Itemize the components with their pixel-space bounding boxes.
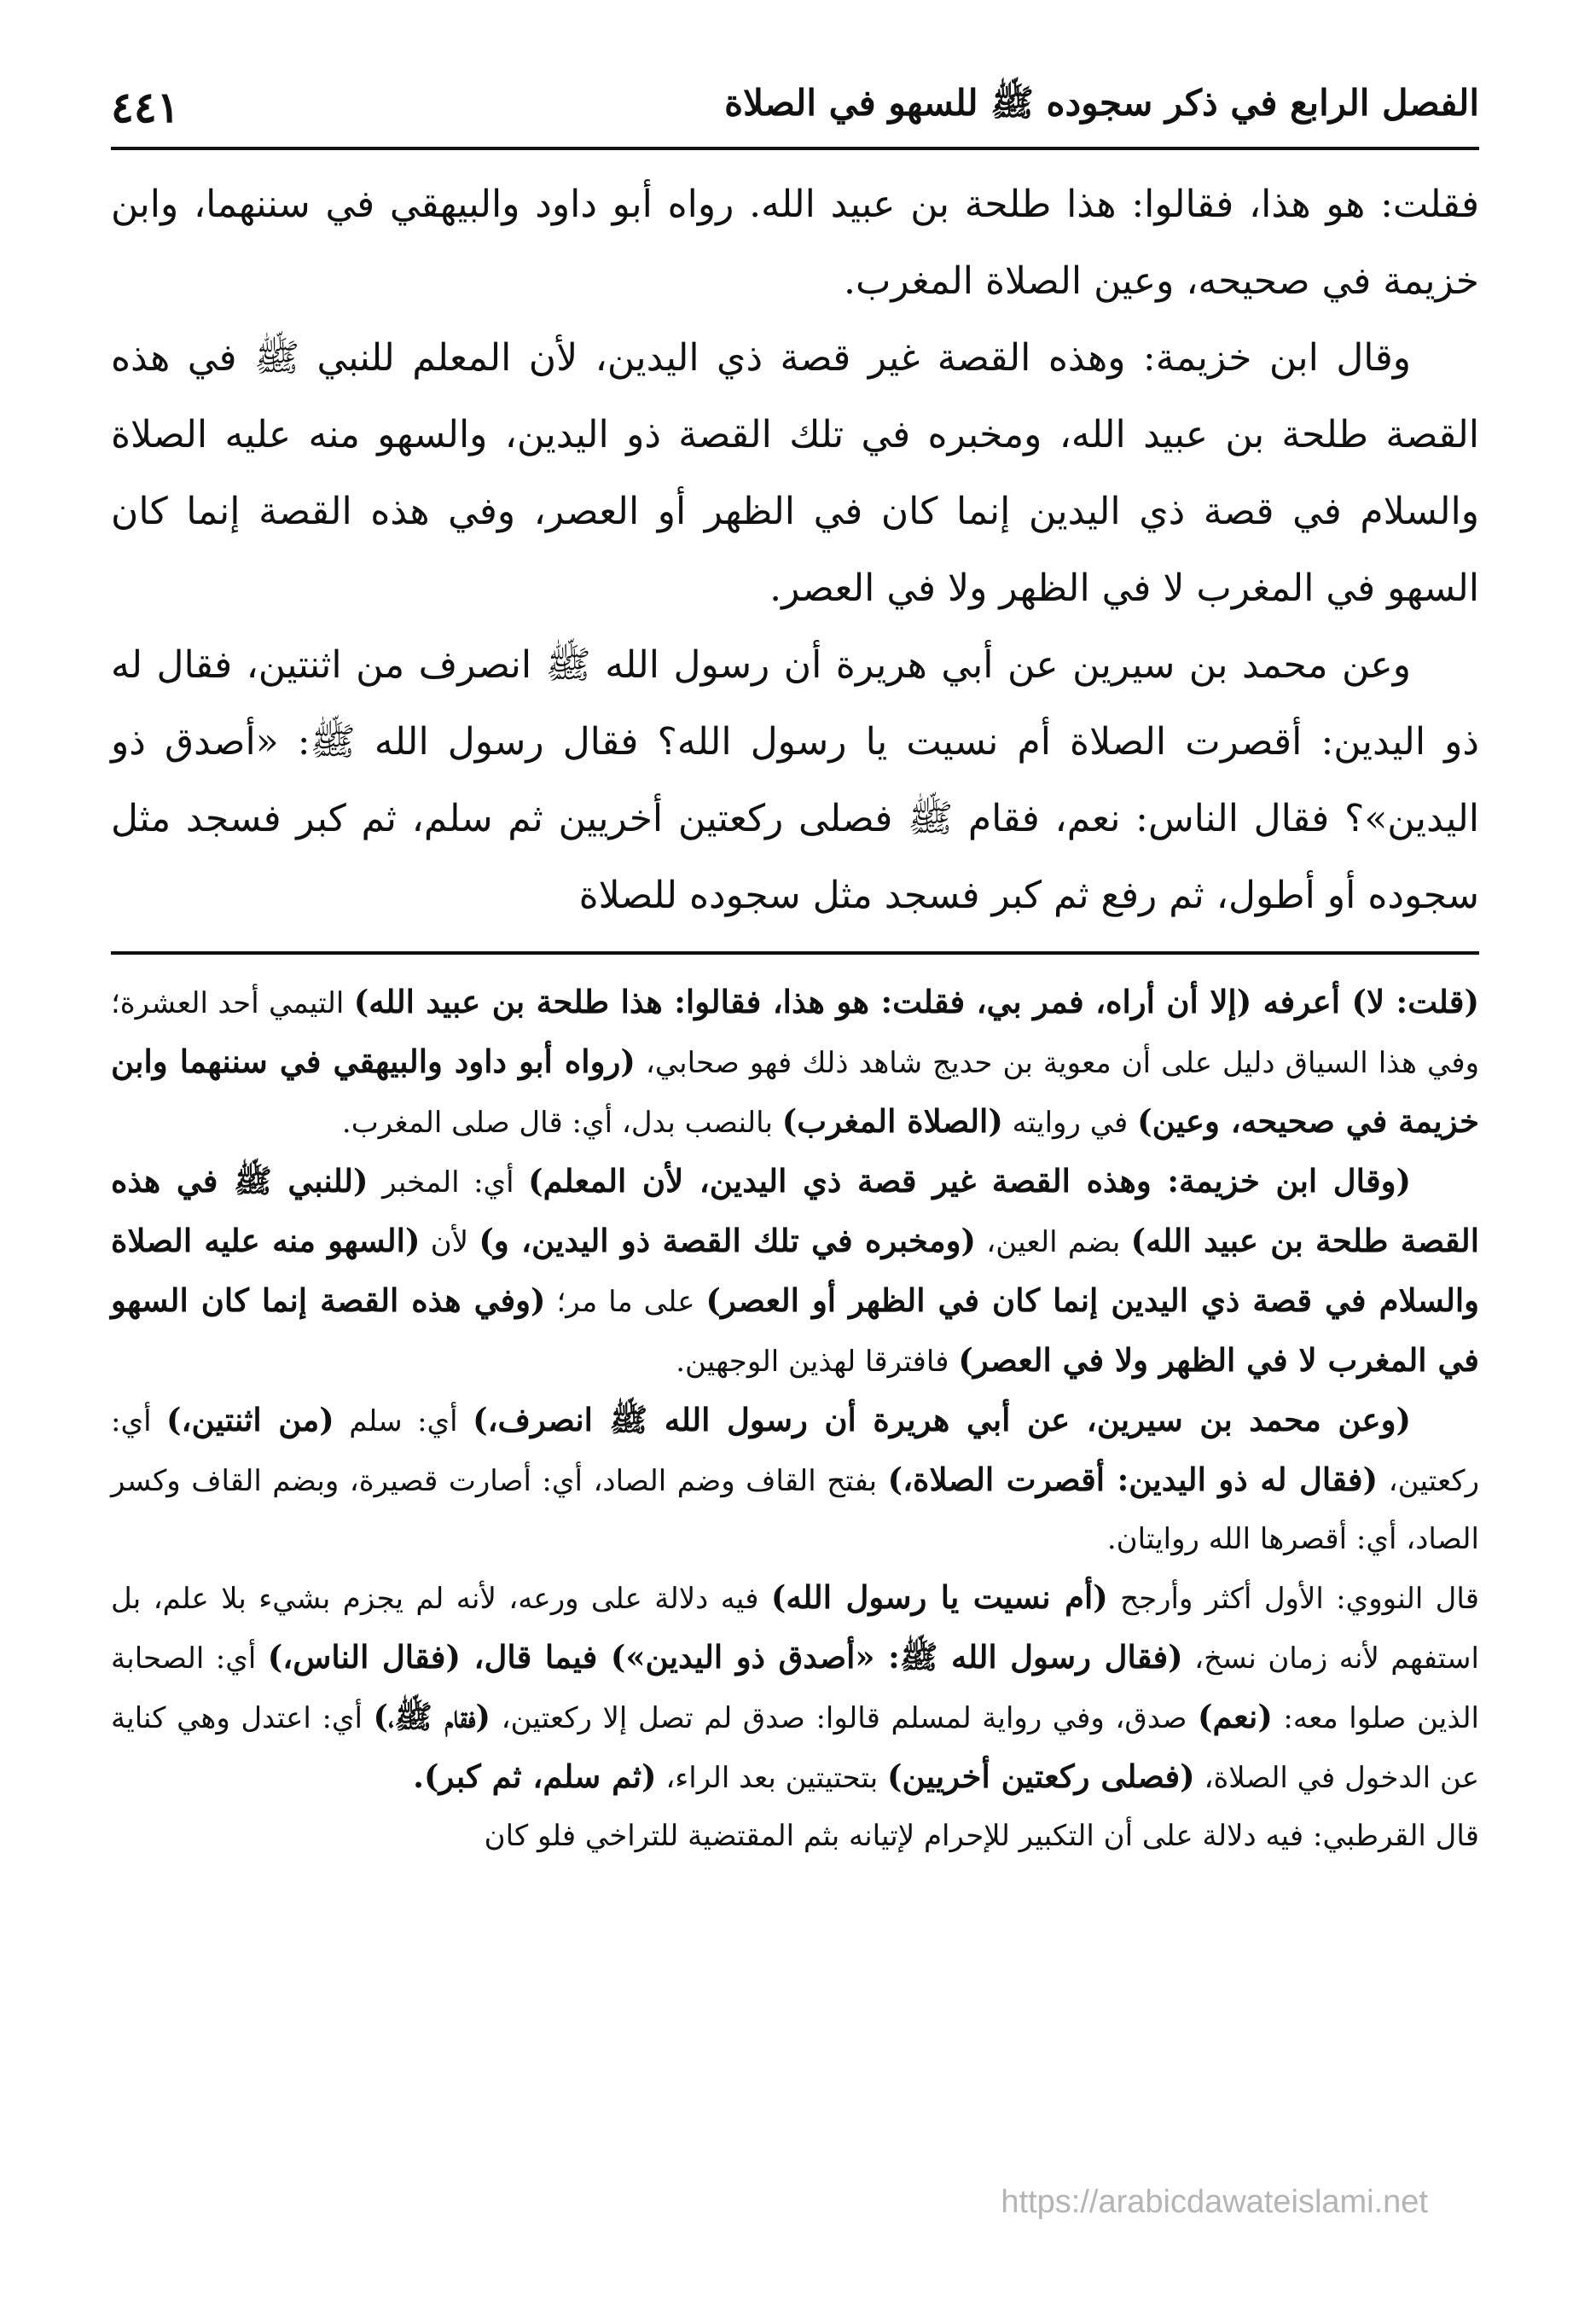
commentary-text: أي: ركعتين، xyxy=(111,1404,1479,1498)
main-paragraph-1: فقلت: هو هذا، فقالوا: هذا طلحة بن عبيد الله. رواه أبو داود والبيهقي في سننهما، وابن خزيمة في صحيحه، وعين الصلاة المغرب. xyxy=(111,183,1479,303)
commentary-text: صدق، وفي رواية لمسلم قالوا: صدق لم تصل إلا ركعتين، xyxy=(490,1701,1199,1735)
commentary-paragraph-4 xyxy=(111,1568,1479,1807)
quoted-text: (وفي هذه القصة إنما كان السهو في المغرب لا في الظهر ولا في العصر) xyxy=(111,1281,1479,1379)
main-paragraph-3: وعن محمد بن سيرين عن أبي هريرة أن رسول الله ﷺ انصرف من اثنتين، فقال له ذو اليدين: أقصرت الصلاة أم نسيت يا رسول الله؟ فقال رسول الله ﷺ: «أصدق ذو اليدين»؟ فقال الناس: نعم، فقام ﷺ فصلى ركعتين أخريين ثم سلم، ثم كبر فسجد مثل سجوده أو أطول، ثم رفع ثم كبر فسجد مثل سجوده للصلاة xyxy=(111,643,1479,917)
header-rule xyxy=(111,147,1479,150)
commentary-paragraph-1 xyxy=(111,973,1479,1152)
commentary xyxy=(111,973,1479,1865)
quoted-text: (السهو منه عليه الصلاة والسلام في قصة ذي اليدين إنما كان في الظهر أو العصر) xyxy=(111,1222,1479,1319)
commentary-paragraph-5 xyxy=(111,1807,1479,1865)
quoted-text: (فقام ﷺ،) xyxy=(373,1698,490,1735)
quoted-text: (ثم سلم، ثم كبر). xyxy=(413,1758,657,1795)
quoted-text: (ومخبره في تلك القصة ذو اليدين، و) xyxy=(479,1222,976,1259)
running-title: الفصل الرابع في ذكر سجوده ﷺ للسهو في الصلاة xyxy=(724,81,1479,124)
commentary-text: بفتح القاف وضم الصاد، أي: أصارت قصيرة، وبضم القاف وكسر الصاد، أي: أقصرها الله روايتان. xyxy=(111,1464,1479,1556)
commentary-text: أي: الصحابة الذين صلوا معه: xyxy=(111,1641,1479,1735)
quoted-text: (من اثنتين،) xyxy=(166,1401,334,1438)
commentary-text: في روايته xyxy=(1002,1106,1138,1140)
main-text xyxy=(111,166,1479,934)
commentary-paragraph-2 xyxy=(111,1152,1479,1391)
watermark: https://arabicdawateislami.net xyxy=(1001,2184,1428,2220)
quoted-text: (رواه أبو داود والبيهقي في سننهما وابن خزيمة في صحيحه، وعين) xyxy=(111,1043,1479,1140)
quoted-text: (قلت: لا) أعرفه (إلا أن أراه، فمر بي، فقلت: هو هذا، فقالوا: هذا طلحة بن عبيد الله) xyxy=(353,983,1479,1020)
commentary-paragraph-3 xyxy=(111,1391,1479,1568)
quoted-text: (نعم) xyxy=(1198,1698,1273,1735)
commentary-text: قال النووي: الأول أكثر وأرجح xyxy=(1107,1582,1479,1616)
commentary-text: أي: المخبر xyxy=(368,1165,529,1200)
commentary-text: التيمي أحد العشرة؛ وفي هذا السياق دليل على أن معوية بن حديج شاهد ذلك فهو صحابي، xyxy=(111,986,1479,1080)
commentary-text: على ما مر؛ xyxy=(545,1285,706,1319)
commentary-text: بالنصب بدل، أي: قال صلى المغرب. xyxy=(341,1106,782,1140)
quoted-text: (أم نسيت يا رسول الله) xyxy=(770,1578,1108,1616)
page-header xyxy=(111,77,1479,137)
quoted-text: (فقال رسول الله ﷺ: «أصدق ذو اليدين») فيما قال، (فقال الناس،) xyxy=(267,1638,1183,1676)
commentary-text: بضم العين، xyxy=(976,1225,1131,1259)
commentary-text: فافترقا لهذين الوجهين. xyxy=(676,1345,959,1379)
quoted-text: (وعن محمد بن سيرين، عن أبي هريرة أن رسول الله ﷺ انصرف،) xyxy=(473,1401,1411,1438)
main-paragraph-2: وقال ابن خزيمة: وهذه القصة غير قصة ذي اليدين، لأن المعلم للنبي ﷺ في هذه القصة طلحة بن عبيد الله، ومخبره في تلك القصة ذو اليدين، والسهو منه عليه الصلاة والسلام في قصة ذي اليدين إنما كان في الظهر أو العصر، وفي هذه القصة إنما كان السهو في المغرب لا في الظهر ولا في العصر. xyxy=(111,336,1479,610)
commentary-text: أي: سلم xyxy=(334,1404,473,1438)
page-number: ٤٤١ xyxy=(111,81,180,132)
quoted-text: (الصلاة المغرب) xyxy=(781,1102,1003,1140)
quoted-text: (وقال ابن خزيمة: وهذه القصة غير قصة ذي اليدين، لأن المعلم) xyxy=(528,1162,1412,1200)
quoted-text: (فصلى ركعتين أخريين) xyxy=(887,1758,1195,1795)
commentary-text: بتحتيتين بعد الراء، xyxy=(656,1761,888,1795)
commentary-text: قال القرطبي: فيه دلالة على أن التكبير للإحرام لإتيانه بثم المقتضية للتراخي فلو كان xyxy=(484,1819,1479,1853)
quoted-text: (للنبي ﷺ في هذه القصة طلحة بن عبيد الله) xyxy=(111,1162,1479,1259)
commentary-text: لأن xyxy=(420,1225,479,1259)
commentary-text: أي: اعتدل وهي كناية عن الدخول في الصلاة، xyxy=(111,1701,1479,1795)
commentary-text: فيه دلالة على ورعه، لأنه لم يجزم بشيء بلا علم، بل استفهم لأنه زمان نسخ، xyxy=(111,1582,1479,1676)
quoted-text: (فقال له ذو اليدين: أقصرت الصلاة،) xyxy=(887,1461,1379,1498)
footnote-separator xyxy=(111,951,1479,955)
